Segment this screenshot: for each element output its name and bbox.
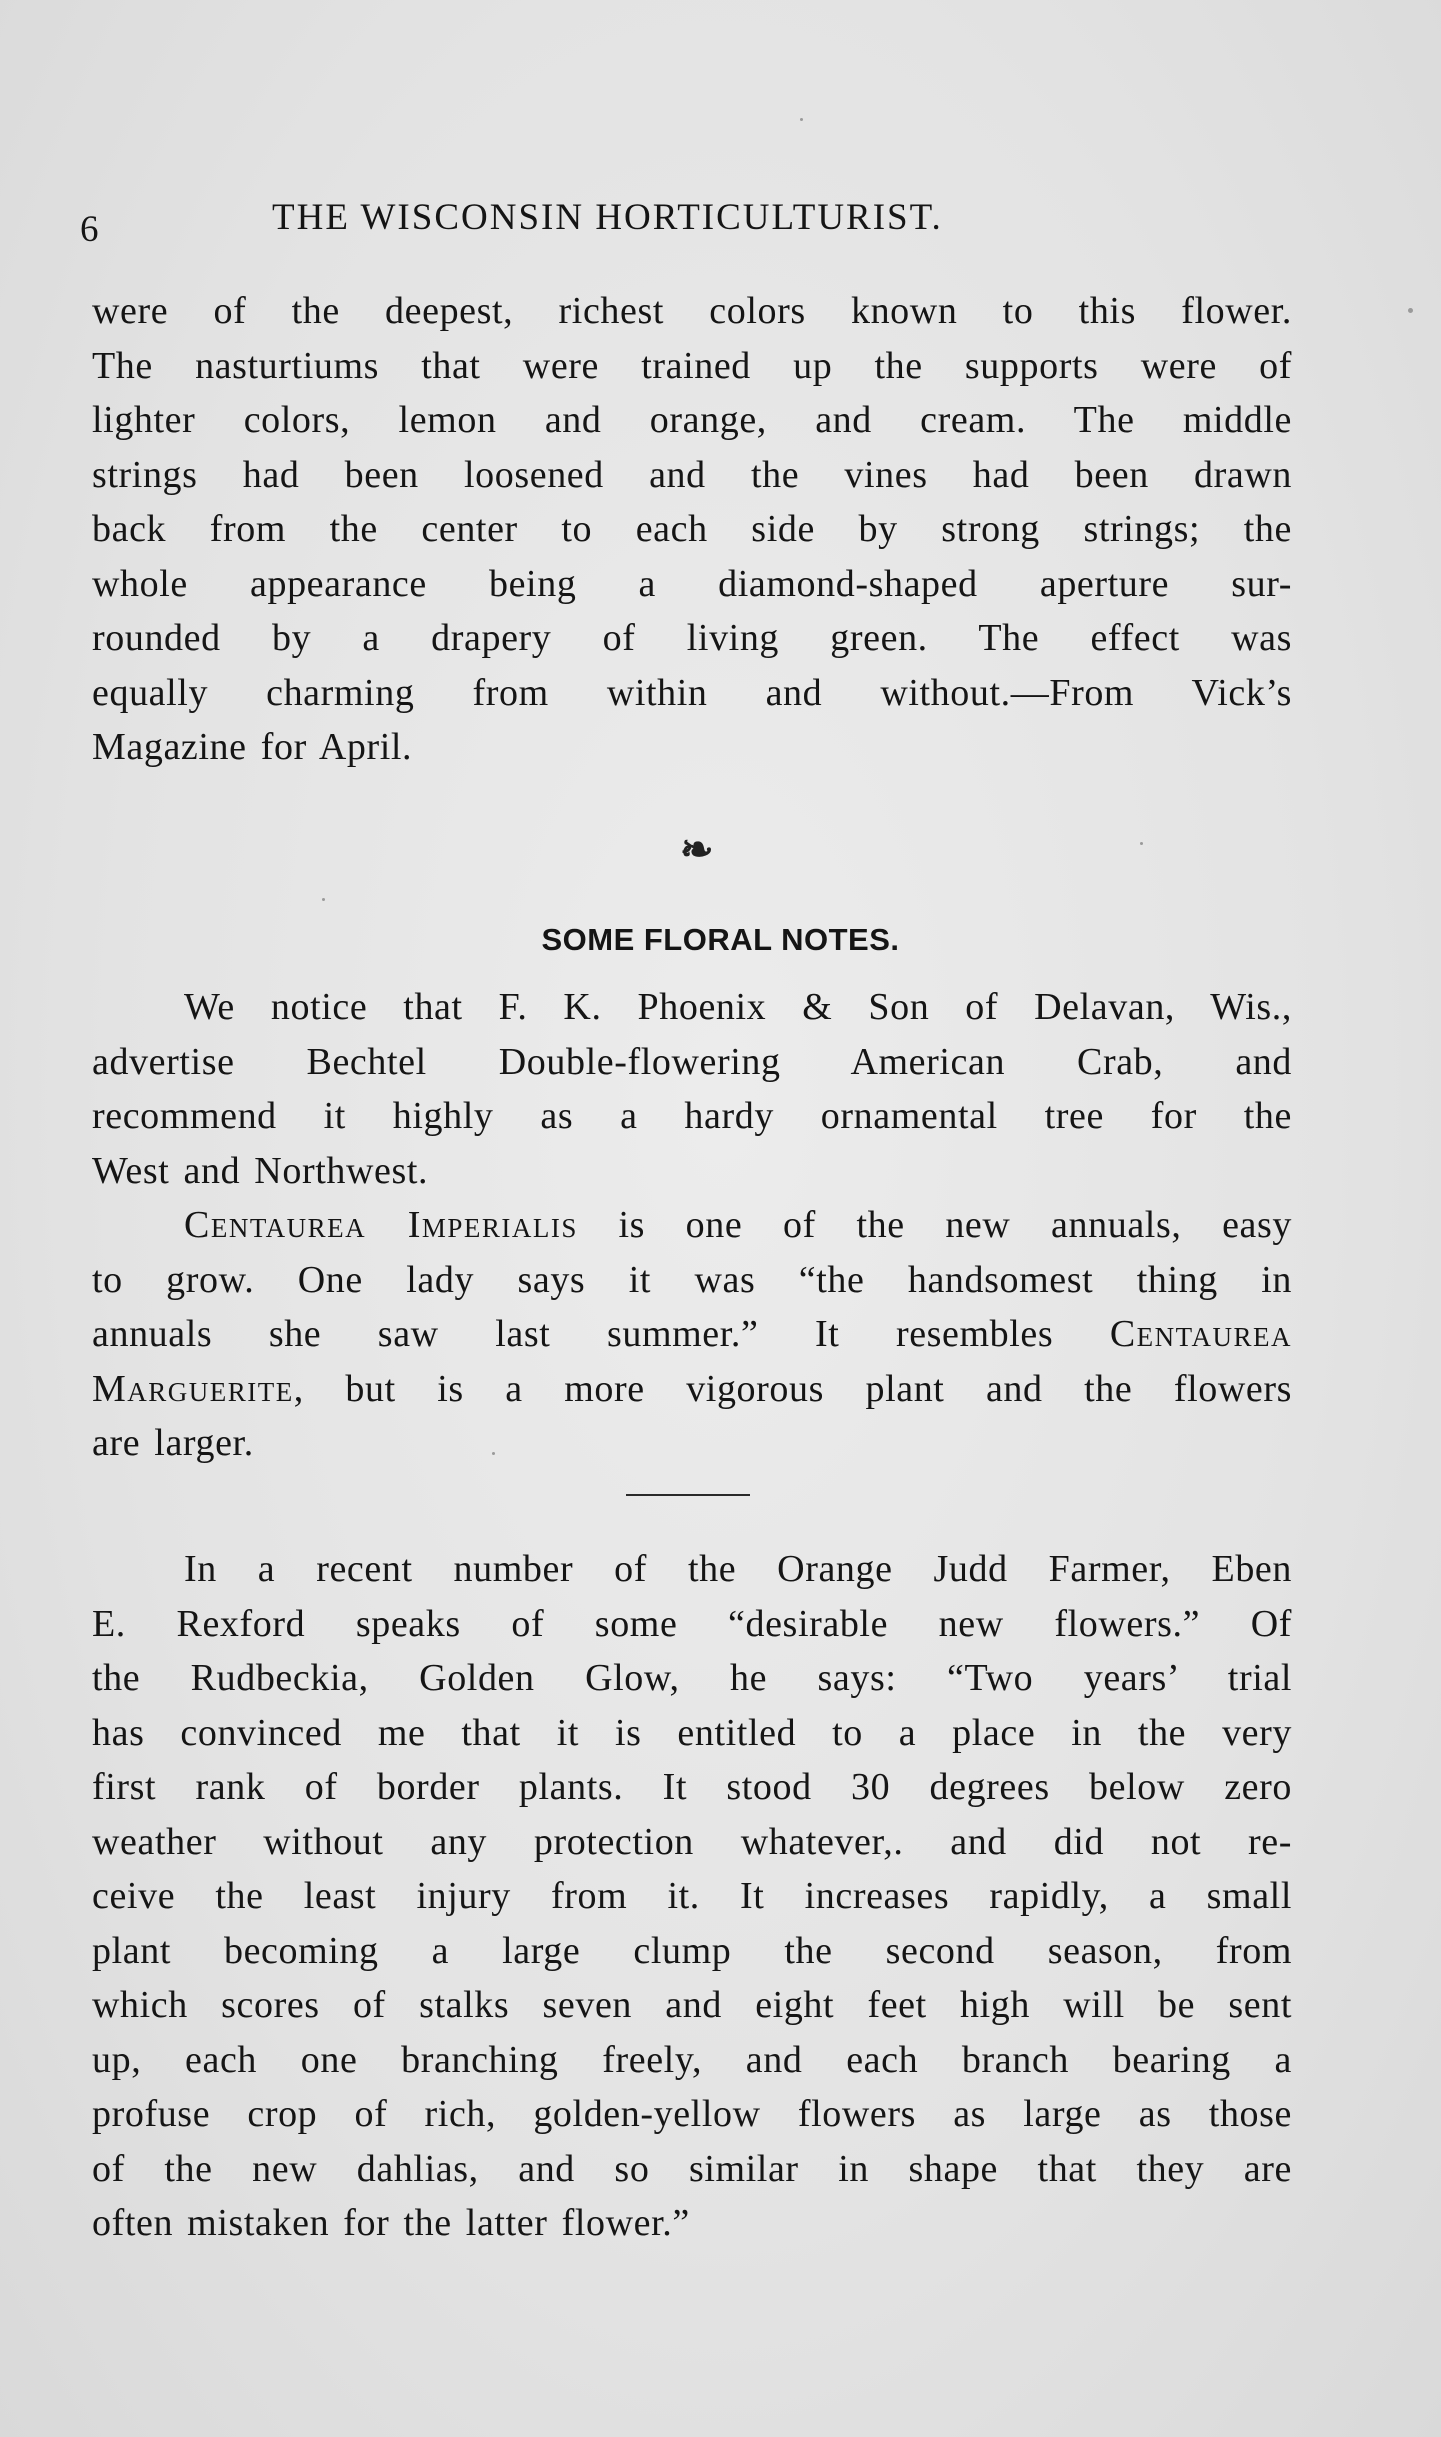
- paragraph-phoenix-notice: [92, 980, 1292, 1198]
- paragraph-vicks-excerpt: [92, 284, 1292, 775]
- text-line: [92, 1198, 1292, 1253]
- plant-name: Marguerite: [92, 1367, 294, 1410]
- text-line: In a recent number of the Orange Judd Farmer, Eben: [184, 1548, 1292, 1590]
- text-line: are larger.: [92, 1422, 254, 1464]
- text-line: which scores of stalks seven and eight feet high will be sent: [92, 1984, 1292, 2026]
- running-head: [80, 196, 1100, 256]
- page-number: 6: [80, 209, 100, 250]
- text-line: [92, 1307, 1292, 1362]
- text-line: first rank of border plants. It stood 30 degrees below zero: [92, 1766, 1292, 1808]
- text-line: equally charming from within and without.—From Vick’s: [92, 671, 1292, 714]
- plant-name: Centaurea Imperialis: [184, 1204, 578, 1246]
- text-line: to grow. One lady says it was “the handsomest thing in: [92, 1258, 1292, 1301]
- fleuron-ornament-icon: ❧: [680, 827, 714, 872]
- paper-speck: [800, 118, 803, 121]
- text-line: has convinced me that it is entitled to a place in the very: [92, 1711, 1292, 1754]
- text-line: lighter colors, lemon and orange, and cream. The middle: [92, 399, 1292, 441]
- text-line: plant becoming a large clump the second season, from: [92, 1929, 1292, 1972]
- text-line: [92, 1362, 1292, 1417]
- text-line: profuse crop of rich, golden-yellow flowers as large as those: [92, 2093, 1292, 2135]
- paper-speck: [1140, 842, 1143, 845]
- text-line: ceive the least injury from it. It increases rapidly, a small: [92, 1875, 1292, 1917]
- section-title: SOME FLORAL NOTES.: [541, 922, 900, 957]
- text-fragment: is one of the new annuals, easy: [577, 1204, 1292, 1246]
- section-divider: [626, 1494, 750, 1496]
- text-line: whole appearance being a diamond-shaped aperture sur-: [92, 562, 1292, 605]
- text-line: E. Rexford speaks of some “desirable new flowers.” Of: [92, 1602, 1292, 1645]
- text-line: back from the center to each side by strong strings; the: [92, 508, 1292, 550]
- paper-speck: [492, 1452, 495, 1455]
- text-fragment: annuals she saw last summer.” It resembles: [92, 1313, 1110, 1355]
- plant-name: Centaurea: [1109, 1313, 1292, 1355]
- text-line: were of the deepest, richest colors known to this flower.: [92, 290, 1292, 332]
- text-line: strings had been loosened and the vines had been drawn: [92, 453, 1292, 496]
- text-line: advertise Bechtel Double-flowering American Crab, and: [92, 1040, 1292, 1083]
- paper-speck: [1408, 308, 1413, 313]
- text-line: Magazine for April.: [92, 726, 413, 768]
- paragraph-centaurea: [92, 1198, 1292, 1471]
- text-line: weather without any protection whatever,. and did not re-: [92, 1820, 1292, 1863]
- running-title: THE WISCONSIN HORTICULTURIST.: [272, 197, 943, 238]
- text-line: West and Northwest.: [92, 1149, 429, 1192]
- text-fragment: , but is a more vigorous plant and the flowers: [293, 1367, 1292, 1410]
- text-line: recommend it highly as a hardy ornamental tree for the: [92, 1095, 1292, 1137]
- text-line: up, each one branching freely, and each branch bearing a: [92, 2038, 1292, 2081]
- text-line: of the new dahlias, and so similar in shape that they are: [92, 2147, 1292, 2190]
- paper-speck: [322, 898, 325, 901]
- text-line: rounded by a drapery of living green. The effect was: [92, 617, 1292, 659]
- paragraph-rexford-rudbeckia: [92, 1542, 1292, 2251]
- text-line: the Rudbeckia, Golden Glow, he says: “Two years’ trial: [92, 1657, 1292, 1699]
- text-line: We notice that F. K. Phoenix & Son of Delavan, Wis.,: [184, 986, 1292, 1028]
- text-line: The nasturtiums that were trained up the supports were of: [92, 344, 1292, 387]
- text-line: often mistaken for the latter flower.”: [92, 2202, 690, 2244]
